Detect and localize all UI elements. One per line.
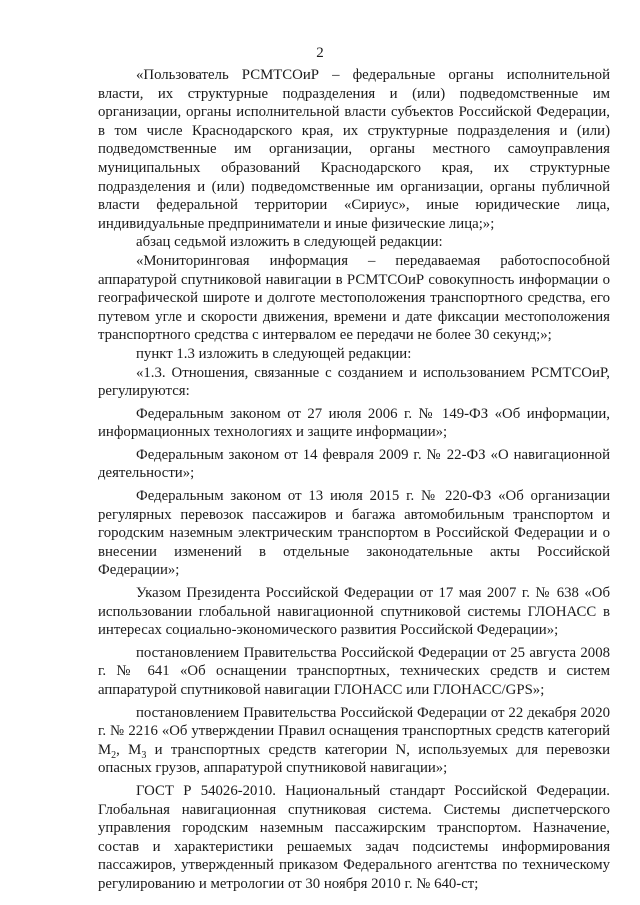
paragraph-user-definition: «Пользователь РСМТСОиР – федеральные органы исполнительной власти, их структурные подразделения и (или) подведомственные им организации, органы исполнительной власти субъектов Российской Федерации, в том числе Краснодарского края, их структурные подразделения и (или) подведомственные им организации, органы местного самоуправления муниципальных образований Краснодарского края, их структурные подразделения и (или) подведомственные им организации, органы публичной власти федеральной территории «Сириус», иные юридические лица, индивидуальные предприниматели и иные физические лица;»; bbox=[98, 67, 610, 232]
paragraph-law-149: Федеральным законом от 27 июля 2006 г. № 149-ФЗ «Об информации, информационных технологиях и защите информации»; bbox=[98, 405, 610, 441]
subscript-m3: 3 bbox=[141, 749, 147, 761]
paragraph-law-220: Федеральным законом от 13 июля 2015 г. № 220-ФЗ «Об организации регулярных перевозок пассажиров и багажа автомобильным транспортом и городским наземным электрическим транспортом в Российской Федерации и о внесении изменений в отдельные законодательные акты Российской Федерации»; bbox=[98, 488, 610, 579]
paragraph-law-22: Федеральным законом от 14 февраля 2009 г. № 22-ФЗ «О навигационной деятельности»; bbox=[98, 446, 610, 482]
document-body bbox=[98, 66, 610, 894]
paragraph-amend-1-3: пункт 1.3 изложить в следующей редакции: bbox=[136, 345, 412, 362]
paragraph-decree-638: Указом Президента Российской Федерации от 17 мая 2007 г. № 638 «Об использовании глобальной навигационной спутниковой системы ГЛОНАСС в интересах социально-экономического развития Российской Федерации»; bbox=[98, 585, 610, 639]
paragraph-monitoring-definition: «Мониторинговая информация – передаваемая работоспособной аппаратурой спутниковой навигации в РСМТСОиР совокупность информации о географической широте и долготе местоположения транспортного средства, его путевом угле и скорости движения, времени и дате фиксации местоположения транспортного средства с интервалом ее передачи не более 30 секунд;»; bbox=[98, 252, 610, 344]
resolution-2216-text-middle: , М bbox=[116, 741, 142, 758]
paragraph-resolution-2216 bbox=[98, 704, 610, 778]
paragraph-gost: ГОСТ Р 54026-2010. Национальный стандарт Российской Федерации. Глобальная навигационная спутниковая система. Системы диспетчерского управления городским наземным пассажирским транспортом. Назначение, состав и характеристики решаемых задач подсистемы информирования пассажиров, утвержденный приказом Федерального агентства по техническому регулированию и метрологии от 30 ноября 2010 г. № 640-ст; bbox=[98, 782, 610, 892]
paragraph-amend-seventh: абзац седьмой изложить в следующей редакции: bbox=[136, 234, 443, 251]
resolution-2216-text-end: и транспортных средств категории N, используемых для перевозки опасных грузов, аппаратурой спутниковой навигации»; bbox=[98, 741, 610, 777]
paragraph-resolution-641: постановлением Правительства Российской Федерации от 25 августа 2008 г. № 641 «Об оснащении транспортных, технических средств и систем аппаратурой спутниковой навигации ГЛОНАСС или ГЛОНАСС/GPS»; bbox=[98, 644, 610, 698]
resolution-2216-text-start: постановлением Правительства Российской Федерации от 22 декабря 2020 г. № 2216 «Об утверждении Правил оснащения транспортных средств категорий М bbox=[98, 704, 610, 758]
paragraph-1-3: «1.3. Отношения, связанные с созданием и использованием РСМТСОиР, регулируются: bbox=[98, 364, 610, 400]
page-number: 2 bbox=[316, 45, 324, 61]
subscript-m2: 2 bbox=[111, 749, 117, 761]
